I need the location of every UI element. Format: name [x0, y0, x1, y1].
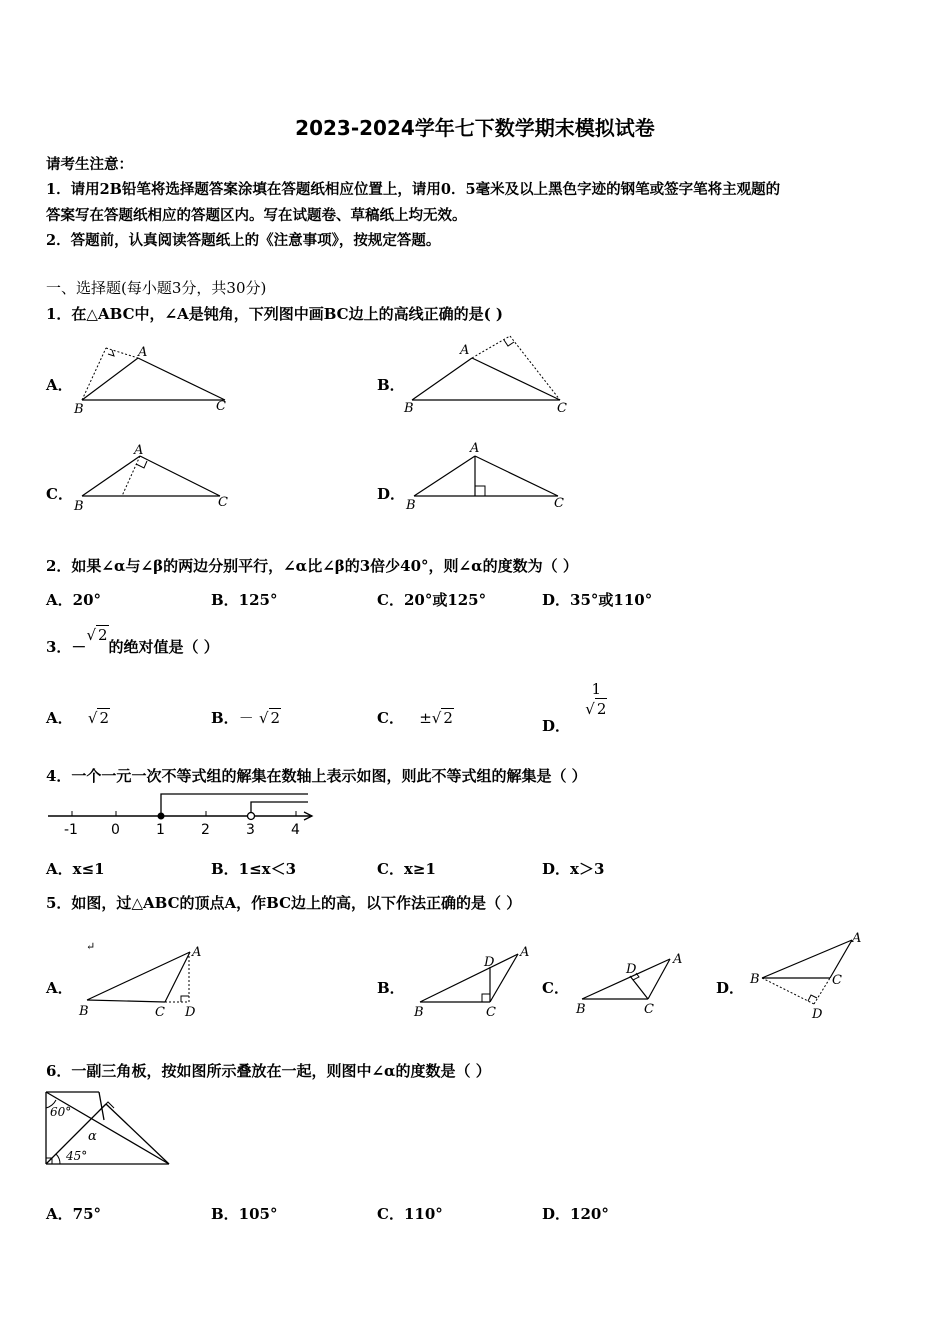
q1-label-a: A．	[46, 376, 73, 394]
pt-a: A	[192, 945, 202, 960]
q3-option-c: C． ±√ 2	[377, 709, 453, 727]
pt-b: B	[404, 401, 414, 416]
q2-stem: 2．如果∠α与∠β的两边分别平行，∠α比∠β的3倍少40°，则∠α的度数为（ ）	[46, 557, 578, 575]
q1-figure-a	[70, 338, 240, 418]
pt-a: A	[138, 345, 148, 360]
q3-option-b: B．－ √ 2	[211, 709, 281, 727]
page-title: 2023-2024学年七下数学期末模拟试卷	[295, 116, 655, 140]
pt-b: B	[79, 1004, 89, 1019]
q3-sqrt: √ 2	[86, 626, 108, 644]
q5-figure-b	[408, 940, 538, 1022]
pt-b: B	[750, 972, 760, 987]
pt-a: A	[673, 952, 683, 967]
angle-60: 60°	[50, 1105, 72, 1119]
notice-heading: 请考生注意：	[46, 156, 133, 173]
angle-45: 45°	[66, 1149, 88, 1163]
q2-option-d: D．35°或110°	[542, 591, 653, 609]
q1-figure-b	[400, 330, 580, 420]
q4-option-d: D．x＞3	[542, 860, 605, 878]
pt-a: A	[852, 931, 862, 946]
q1-label-d: D．	[377, 485, 406, 503]
pt-b: B	[406, 498, 416, 513]
pt-a: A	[460, 343, 470, 358]
pt-c: C	[216, 399, 226, 414]
q3-stem	[46, 626, 219, 657]
q3-suffix: 的绝对值是（ ）	[108, 638, 219, 656]
q1-figure-d	[400, 437, 580, 521]
tick-label: 1	[156, 822, 165, 838]
q6-stem: 6．一副三角板，按如图所示叠放在一起，则图中∠α的度数是（ ）	[46, 1062, 491, 1080]
pt-a: A	[134, 443, 144, 458]
pt-c: C	[554, 496, 564, 511]
tick-label: 4	[291, 822, 300, 838]
q5-stem: 5．如图，过△ABC的顶点A，作BC边上的高，以下作法正确的是（ ）	[46, 894, 522, 912]
q5-label-b: B．	[377, 979, 405, 997]
q5-figure-c	[572, 945, 692, 1023]
notice-line-1b: 答案写在答题纸相应的答题区内。写在试题卷、草稿纸上均无效。	[46, 207, 467, 224]
q6-option-b: B．105°	[211, 1205, 278, 1223]
q6-option-c: C．110°	[377, 1205, 443, 1223]
q3-prefix: 3．－	[46, 638, 87, 656]
q6-figure	[44, 1088, 174, 1168]
pt-a: A	[470, 441, 480, 456]
pt-b: B	[576, 1002, 586, 1017]
section-heading: 一、选择题(每小题3分，共30分)	[46, 279, 267, 297]
pt-d: D	[626, 962, 637, 977]
pt-b: B	[74, 499, 84, 514]
q1-figure-c	[70, 440, 240, 520]
q6-option-a: A．75°	[46, 1205, 102, 1223]
q2-option-a: A．20°	[46, 591, 102, 609]
pt-c: C	[557, 401, 567, 416]
q5-figure-d	[748, 928, 873, 1024]
pt-b: B	[74, 402, 84, 417]
pt-d: D	[185, 1005, 196, 1020]
tick-label: 3	[246, 822, 255, 838]
q3-option-a: A． √ 2	[46, 709, 109, 727]
q4-option-b: B．1≤x＜3	[211, 860, 297, 878]
notice-line-2: 2．答题前，认真阅读答题纸上的《注意事项》，按规定答题。	[46, 232, 441, 249]
pt-c: C	[644, 1002, 654, 1017]
q4-stem: 4．一个一元一次不等式组的解集在数轴上表示如图，则此不等式组的解集是（ ）	[46, 767, 587, 785]
q1-label-c: C．	[46, 485, 73, 503]
q1-label-b: B．	[377, 376, 405, 394]
q5-label-d: D．	[716, 979, 745, 997]
pt-a: A	[520, 945, 530, 960]
q5-label-c: C．	[542, 979, 569, 997]
q4-option-c: C．x≥1	[377, 860, 436, 878]
tick-label: 0	[111, 822, 120, 838]
tick-label: 2	[201, 822, 210, 838]
q4-number-line	[46, 790, 326, 840]
pt-d: D	[484, 955, 495, 970]
notice-line-1: 1．请用2B铅笔将选择题答案涂填在答题纸相应位置上，请用0．5毫米及以上黑色字迹的钢笔或签字笔将主观题的	[46, 181, 781, 198]
q2-option-b: B．125°	[211, 591, 278, 609]
pt-c: C	[218, 495, 228, 510]
q6-option-d: D．120°	[542, 1205, 609, 1223]
angle-alpha: α	[88, 1129, 97, 1144]
pt-b: B	[414, 1005, 424, 1020]
return-mark: ↵	[86, 940, 96, 953]
pt-c: C	[832, 973, 842, 988]
q4-option-a: A．x≤1	[46, 860, 105, 878]
pt-d: D	[812, 1007, 823, 1022]
pt-c: C	[486, 1005, 496, 1020]
q2-option-c: C．20°或125°	[377, 591, 487, 609]
q5-figure-a	[75, 940, 215, 1022]
pt-c: C	[155, 1005, 165, 1020]
q3-option-d: D． 1 √ 2	[542, 680, 607, 735]
q5-label-a: A．	[46, 979, 73, 997]
tick-label: -1	[64, 822, 78, 838]
q1-stem: 1．在△ABC中，∠A是钝角，下列图中画BC边上的高线正确的是( )	[46, 305, 504, 323]
